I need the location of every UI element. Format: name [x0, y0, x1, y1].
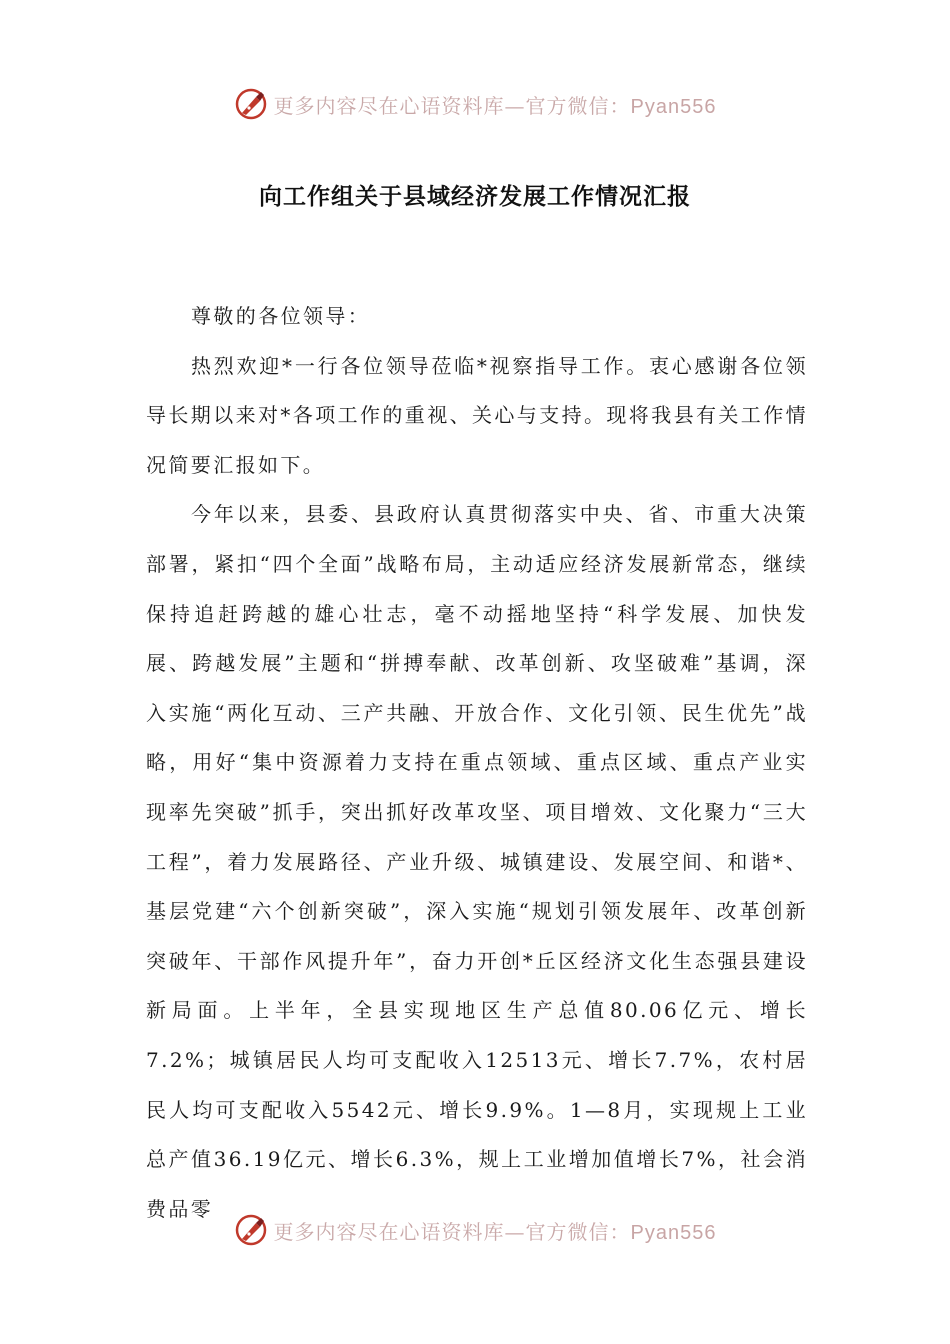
watermark-text: 更多内容尽在心语资料库—官方微信：Pyan556 — [273, 1219, 717, 1244]
document-title: 向工作组关于县域经济发展工作情况汇报 — [259, 184, 691, 210]
salutation: 尊敬的各位领导： — [191, 304, 371, 328]
pen-nib-logo-icon — [234, 87, 268, 121]
watermark-wechat-id: Pyan556 — [630, 1221, 717, 1244]
watermark-text: 更多内容尽在心语资料库—官方微信：Pyan556 — [273, 93, 717, 118]
paragraph: 热烈欢迎*一行各位领导莅临*视察指导工作。衷心感谢各位领导长期以来对*各项工作的重视、关心与支持。现将我县有关工作情况简要汇报如下。 — [146, 353, 808, 477]
watermark-wechat-id: Pyan556 — [630, 95, 717, 118]
paragraph: 今年以来，县委、县政府认真贯彻落实中央、省、市重大决策部署，紧扣“四个全面”战略布局，主动适应经济发展新常态，继续保持追赶跨越的雄心壮志，毫不动摇地坚持“科学发展、加快发展、跨越发展”主题和“拼搏奉献、改革创新、攻坚破难”基调，深入实施“两化互动、三产共融、开放合作、文化引领、民生优先”战略，用好“集中资源着力支持在重点领域、重点区域、重点产业实现率先突破”抓手，突出抓好改革攻坚、项目增效、文化聚力“三大工程”，着力发展路径、产业升级、城镇建设、发展空间、和谐*、基层党建“六个创新突破”，深入实施“规划引领发展年、改革创新突破年、干部作风提升年”，奋力开创*丘区经济文化生态强县建设新局面。上半年，全县实现地区生产总值80.06亿元、增长7.2%；城镇居民人均可支配收入12513元、增长7.7%，农村居民人均可支配收入5542元、增长9.9%。1—8月，实现规上工业总产值36.19亿元、增长6.3%，规上工业增加值增长7%，社会消费品零 — [146, 502, 808, 1221]
watermark-header — [0, 84, 950, 124]
document-body — [146, 292, 808, 1234]
pen-nib-logo-icon — [234, 1213, 268, 1247]
watermark-footer — [0, 1210, 950, 1250]
